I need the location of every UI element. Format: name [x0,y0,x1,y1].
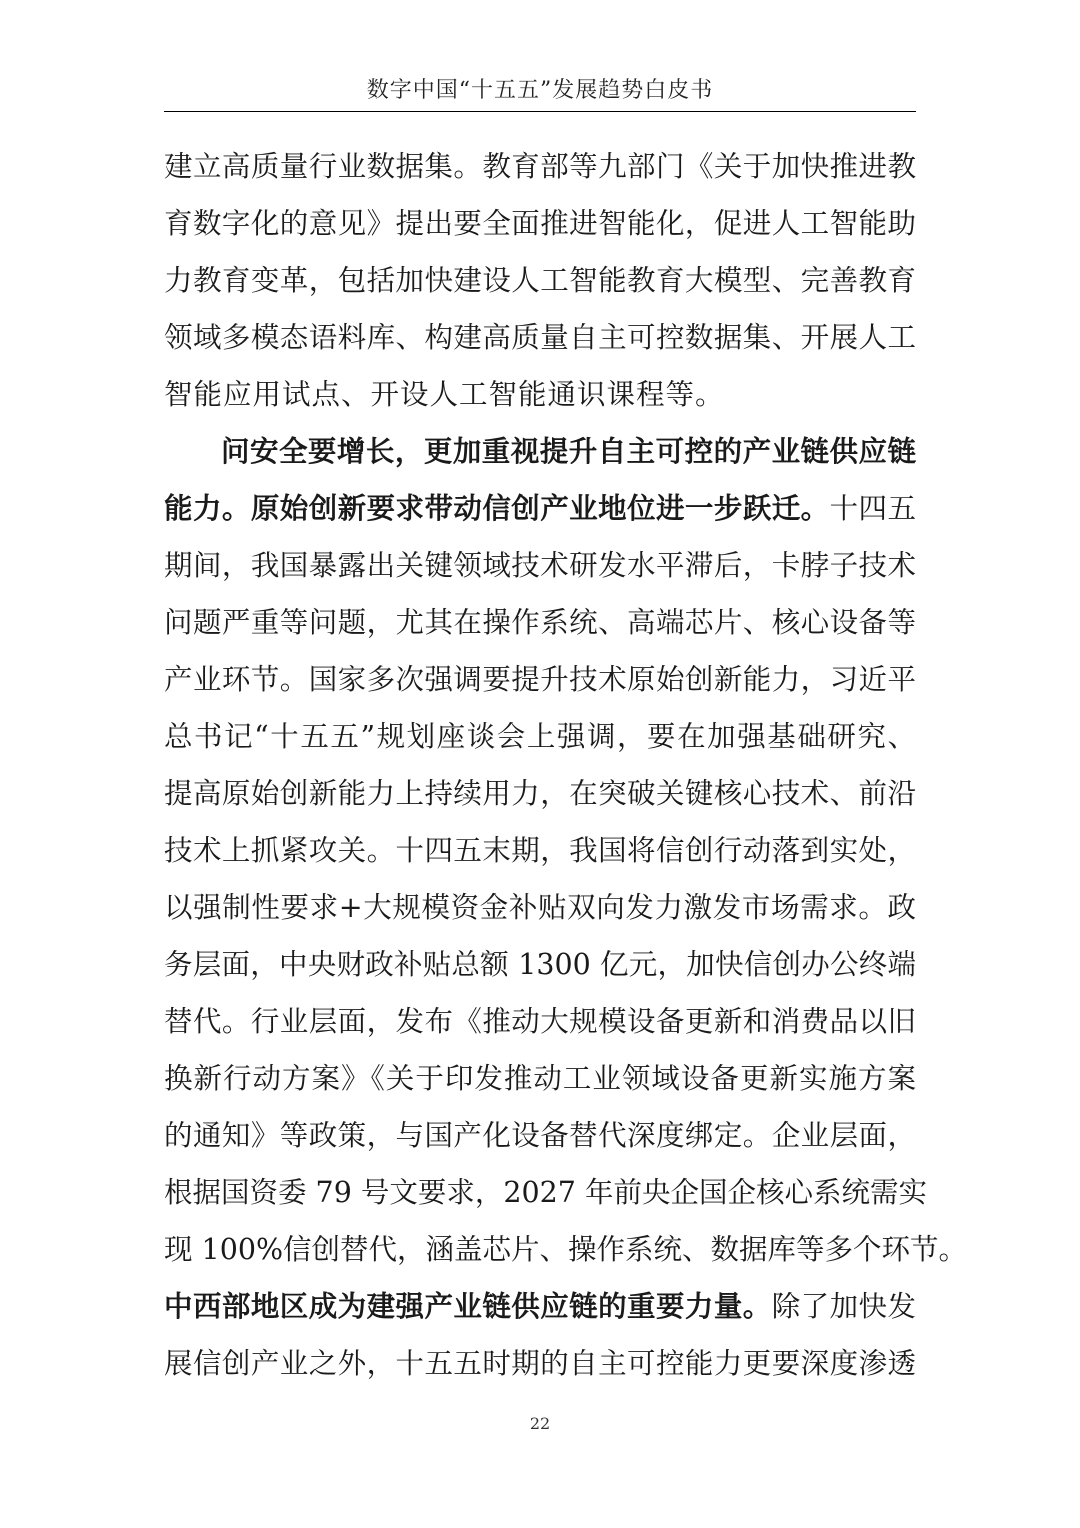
text-segment: 十四五 [829,492,916,525]
text-line: 智能应用试点、开设人工智能通识课程等。 [164,378,725,411]
text-line: 产业环节。国家多次强调要提升技术原始创新能力，习近平 [164,663,916,696]
text-line: 现 100%信创替代，涵盖芯片、操作系统、数据库等多个环节。 [164,1233,968,1266]
text-line: 育数字化的意见》提出要全面推进智能化，促进人工智能助 [164,207,916,240]
text-line-mixed [164,480,916,537]
bold-heading-segment: 能力。原始创新要求带动信创产业地位进一步跃迁。 [164,491,830,525]
bold-heading-segment: 中西部地区成为建强产业链供应链的重要力量。 [164,1289,772,1323]
text-line: 提高原始创新能力上持续用力，在突破关键核心技术、前沿 [164,777,916,810]
text-line: 替代。行业层面，发布《推动大规模设备更新和消费品以旧 [164,1005,916,1038]
text-line: 领域多模态语料库、构建高质量自主可控数据集、开展人工 [164,321,916,354]
text-line: 根据国资委 79 号文要求，2027 年前央企国企核心系统需实 [164,1176,927,1209]
text-line: 的通知》等政策，与国产化设备替代深度绑定。企业层面， [164,1119,916,1152]
text-line: 问题严重等问题，尤其在操作系统、高端芯片、核心设备等 [164,606,916,639]
text-line: 换新行动方案》《关于印发推动工业领域设备更新实施方案 [164,1062,916,1095]
header-divider [164,111,916,112]
text-line: 技术上抓紧攻关。十四五末期，我国将信创行动落到实处， [164,834,916,867]
text-line: 力教育变革，包括加快建设人工智能教育大模型、完善教育 [164,264,916,297]
text-line: 总书记“十五五”规划座谈会上强调，要在加强基础研究、 [164,720,916,753]
text-line: 务层面，中央财政补贴总额 1300 亿元，加快信创办公终端 [164,948,916,981]
running-header: 数字中国“十五五”发展趋势白皮书 [366,78,714,103]
page-number: 22 [529,1414,551,1433]
bold-heading-line: 问安全要增长，更加重视提升自主可控的产业链供应链 [221,434,916,468]
text-segment: 除了加快发 [771,1290,916,1323]
text-line-mixed [164,1278,916,1335]
text-line: 展信创产业之外，十五五时期的自主可控能力更要深度渗透 [164,1347,916,1380]
document-body [164,138,968,1392]
text-line: 以强制性要求+大规模资金补贴双向发力激发市场需求。政 [164,891,916,924]
text-line: 期间，我国暴露出关键领域技术研发水平滞后，卡脖子技术 [164,549,916,582]
text-line: 建立高质量行业数据集。教育部等九部门《关于加快推进教 [164,150,916,183]
